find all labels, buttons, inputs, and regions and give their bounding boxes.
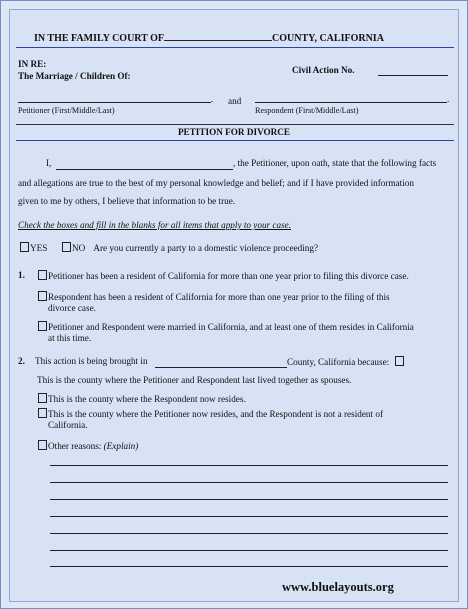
court-prefix: IN THE FAMILY COURT OF [34, 33, 165, 44]
section1-option3 [38, 321, 414, 332]
filing-county-field[interactable] [155, 367, 287, 368]
civil-action-label: Civil Action No. [292, 65, 355, 75]
explain-line-2[interactable] [50, 482, 448, 483]
residency-petitioner-checkbox[interactable] [38, 270, 47, 280]
other-reasons-label: Other reasons: [48, 441, 102, 451]
section2-suffix: County, California because: [287, 357, 390, 367]
explain-line-1[interactable] [50, 465, 448, 466]
intro-line1-rest: , the Petitioner, upon oath, state that the following facts [233, 158, 437, 168]
petition-title: PETITION FOR DIVORCE [177, 127, 291, 137]
dv-question: Are you currently a party to a domestic violence proceeding? [93, 243, 319, 253]
period-mark-2: . [447, 94, 450, 104]
title-bottom-rule [16, 140, 454, 141]
married-in-california-checkbox[interactable] [38, 321, 47, 331]
petitioner-name-field[interactable] [18, 102, 211, 103]
explain-line-5[interactable] [50, 533, 448, 534]
section1-option3-cont: at this time. [48, 333, 92, 343]
section2-number: 2. [18, 356, 25, 366]
residency-petitioner-text: Petitioner has been a resident of California for more than one year prior to filing this divorce case. [48, 271, 409, 281]
section2-suffix-row [287, 356, 405, 367]
yes-label: YES [30, 243, 48, 253]
explain-line-7[interactable] [50, 566, 448, 567]
explain-line-3[interactable] [50, 499, 448, 500]
court-heading [34, 33, 384, 44]
header-rule [16, 47, 454, 48]
section2-option2 [38, 393, 246, 404]
document-page [9, 9, 459, 602]
other-reasons-checkbox[interactable] [38, 440, 47, 450]
website-watermark: www.bluelayouts.org [282, 580, 394, 594]
respondent-county-checkbox[interactable] [38, 393, 47, 403]
section1-option2-cont: divorce case. [48, 303, 96, 313]
civil-action-field[interactable] [378, 75, 448, 76]
respondent-county-text: This is the county where the Respondent now resides. [48, 394, 246, 404]
section2-prefix: This action is being brought in [35, 356, 148, 366]
petitioner-county-checkbox[interactable] [38, 408, 47, 418]
petitioner-oath-name-field[interactable] [56, 169, 233, 170]
intro-i: I, [46, 158, 52, 168]
marriage-label: The Marriage / Children Of: [18, 71, 131, 81]
section2-option3 [38, 408, 383, 419]
county-blank[interactable] [164, 40, 272, 41]
explain-label: (Explain) [103, 441, 139, 451]
respondent-label: Respondent (First/Middle/Last) [255, 106, 359, 115]
in-re-label: IN RE: [18, 59, 47, 69]
and-label: and [228, 96, 242, 106]
explain-line-4[interactable] [50, 516, 448, 517]
no-checkbox[interactable] [62, 242, 71, 252]
period-mark: . [211, 94, 214, 104]
intro-line3: given to me by others, I believe that information to be true. [18, 196, 236, 206]
section2-option1: This is the county where the Petitioner and Respondent last lived together as spouses. [37, 375, 352, 385]
respondent-name-field[interactable] [255, 102, 447, 103]
explain-line-6[interactable] [50, 550, 448, 551]
section1-number: 1. [18, 270, 25, 280]
married-in-california-text: Petitioner and Respondent were married in California, and at least one of them resides in California [48, 322, 414, 332]
section2-option3-cont: California. [48, 420, 88, 430]
residency-respondent-checkbox[interactable] [38, 291, 47, 301]
section1-option1 [38, 270, 409, 281]
petitioner-county-text: This is the county where the Petitioner now resides, and the Respondent is not a resident of [48, 409, 384, 419]
title-top-rule [16, 124, 454, 125]
dv-question-row [20, 242, 318, 253]
no-label: NO [71, 243, 86, 253]
section2-option4 [38, 440, 138, 451]
petitioner-label: Petitioner (First/Middle/Last) [18, 106, 115, 115]
court-suffix: COUNTY, CALIFORNIA [272, 33, 384, 44]
yes-checkbox[interactable] [20, 242, 29, 252]
section2-checkbox[interactable] [395, 356, 404, 366]
section1-option2 [38, 291, 390, 302]
instruction-text: Check the boxes and fill in the blanks for all items that apply to your case. [18, 220, 292, 230]
residency-respondent-text: Respondent has been a resident of California for more than one year prior to the filing of this [48, 292, 390, 302]
intro-line2: and allegations are true to the best of my personal knowledge and belief; and if I have provided information [18, 178, 414, 188]
